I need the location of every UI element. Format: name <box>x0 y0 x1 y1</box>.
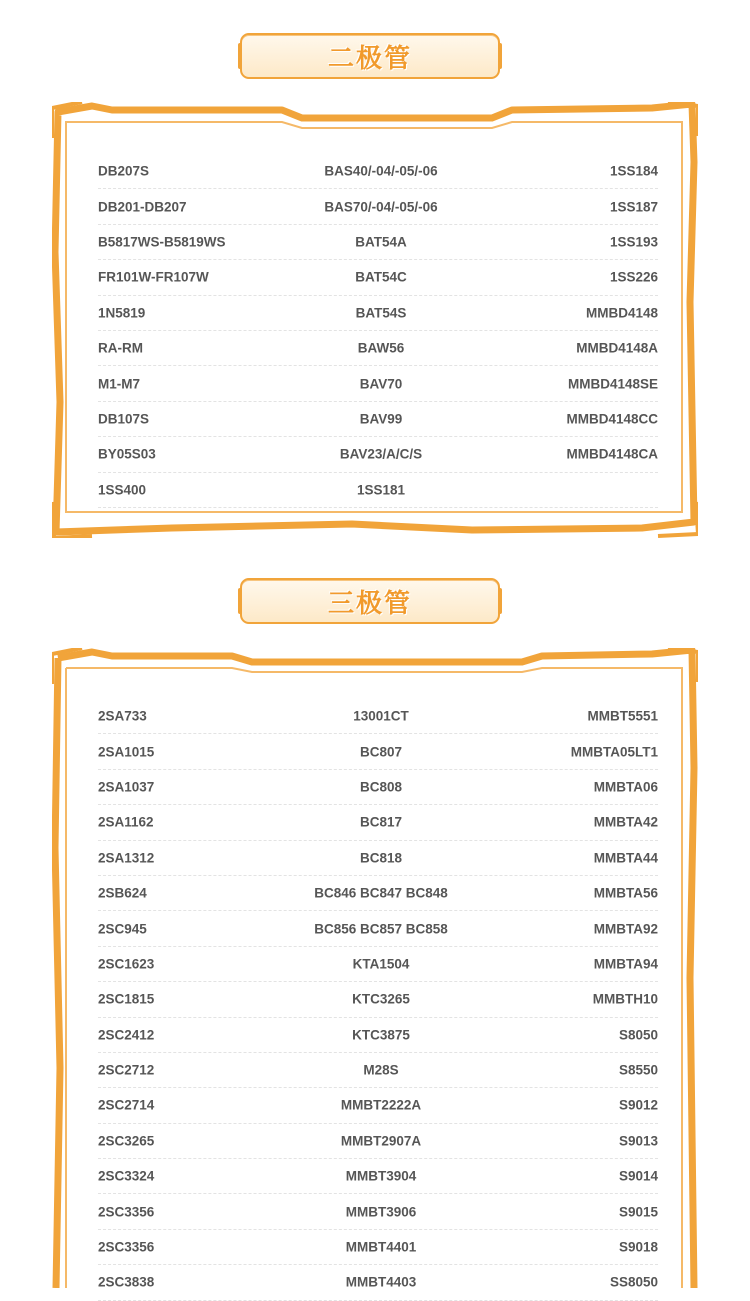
table-row <box>98 770 658 805</box>
transistor-panel <box>52 648 698 1288</box>
table-row <box>98 1088 658 1123</box>
table-row <box>98 260 658 295</box>
part-number-cell: 2SC2712 <box>98 1062 155 1078</box>
part-number-cell: KTC3875 <box>352 1027 410 1043</box>
part-number-cell: 2SC3838 <box>98 1274 155 1290</box>
part-number-cell: MMBT2907A <box>340 1133 422 1149</box>
table-row <box>98 1018 658 1053</box>
part-number-cell: 2SB624 <box>98 885 147 901</box>
part-number-cell: S9015 <box>618 1204 658 1220</box>
part-number-cell: 2SC3324 <box>98 1168 155 1184</box>
part-number-cell: 2SC945 <box>98 921 147 937</box>
part-number-cell: MMBD4148CA <box>566 446 658 462</box>
table-row <box>98 366 658 401</box>
part-number-cell: MMBTH10 <box>592 991 658 1007</box>
part-number-cell: M28S <box>363 1062 399 1078</box>
part-number-cell: MMBT5551 <box>587 708 658 724</box>
part-number-cell: 2SA1162 <box>98 814 154 830</box>
part-number-cell: MMBD4148A <box>576 340 658 356</box>
part-number-cell: BC846 BC847 BC848 <box>314 885 448 901</box>
section-title-badge-diodes <box>240 33 500 79</box>
table-row <box>98 1124 658 1159</box>
part-number-cell: BC808 <box>359 779 403 795</box>
part-number-cell: MMBTA42 <box>593 814 658 830</box>
part-number-cell: MMBT2222A <box>340 1097 422 1113</box>
part-number-cell: BAT54S <box>355 305 407 321</box>
part-number-cell: S9014 <box>618 1168 658 1184</box>
part-number-cell: 2SA733 <box>98 708 147 724</box>
part-number-cell: S9012 <box>618 1097 658 1113</box>
part-number-cell: MMBTA92 <box>593 921 658 937</box>
part-number-cell: 2SA1015 <box>98 744 155 760</box>
part-number-cell: 1SS193 <box>609 234 658 250</box>
transistor-list <box>98 699 658 1301</box>
part-number-cell: 2SC1815 <box>98 991 155 1007</box>
table-row <box>98 1230 658 1265</box>
part-number-cell: MMBT4403 <box>345 1274 417 1290</box>
part-number-cell: MMBT4401 <box>345 1239 417 1255</box>
table-row <box>98 189 658 224</box>
part-number-cell: S9018 <box>618 1239 658 1255</box>
part-number-cell: BAV99 <box>359 411 403 427</box>
part-number-cell: MMBTA05LT1 <box>570 744 658 760</box>
part-number-cell: MMBT3906 <box>345 1204 417 1220</box>
part-number-cell: RA-RM <box>98 340 143 356</box>
part-number-cell: BC817 <box>359 814 403 830</box>
part-number-cell: SS8050 <box>609 1274 658 1290</box>
table-row <box>98 331 658 366</box>
part-number-cell: MMBD4148CC <box>566 411 658 427</box>
part-number-cell: DB201-DB207 <box>98 199 187 215</box>
diode-list <box>98 154 658 508</box>
part-number-cell: 1SS181 <box>356 482 406 498</box>
section-title-badge-transistors <box>240 578 500 624</box>
part-number-cell: BAV23/A/C/S <box>339 446 423 462</box>
part-number-cell: 2SC3356 <box>98 1239 155 1255</box>
table-row <box>98 1053 658 1088</box>
table-row <box>98 225 658 260</box>
part-number-cell: S8050 <box>618 1027 658 1043</box>
part-number-cell: 1SS226 <box>609 269 658 285</box>
table-row <box>98 296 658 331</box>
section-title-transistors: 三极管 <box>327 588 412 619</box>
section-title-diodes: 二极管 <box>327 43 412 74</box>
part-number-cell: BC856 BC857 BC858 <box>314 921 448 937</box>
part-number-cell: 1N5819 <box>98 305 146 321</box>
part-number-cell: MMBTA94 <box>593 956 658 972</box>
part-number-cell: BY05S03 <box>98 446 156 462</box>
part-number-cell: KTC3265 <box>352 991 410 1007</box>
part-number-cell: M1-M7 <box>98 376 141 392</box>
part-number-cell: 13001CT <box>353 708 409 724</box>
table-row <box>98 947 658 982</box>
part-number-cell: BAT54A <box>355 234 407 250</box>
table-row <box>98 437 658 472</box>
part-number-cell: MMBTA06 <box>593 779 658 795</box>
part-number-cell: S9013 <box>618 1133 658 1149</box>
part-number-cell: 2SA1037 <box>98 779 155 795</box>
part-number-cell: 1SS400 <box>98 482 147 498</box>
part-number-cell: 2SC2412 <box>98 1027 155 1043</box>
part-number-cell: MMBD4148SE <box>567 376 658 392</box>
part-number-cell: BAT54C <box>355 269 407 285</box>
part-number-cell: MMBTA44 <box>593 850 658 866</box>
part-number-cell: FR101W-FR107W <box>98 269 209 285</box>
table-row <box>98 841 658 876</box>
table-row <box>98 1159 658 1194</box>
part-number-cell: 1SS184 <box>609 163 658 179</box>
part-number-cell: MMBT3904 <box>345 1168 417 1184</box>
table-row <box>98 982 658 1017</box>
part-number-cell: MMBTA56 <box>593 885 658 901</box>
table-row <box>98 876 658 911</box>
table-row <box>98 805 658 840</box>
part-number-cell: BAS40/-04/-05/-06 <box>324 163 438 179</box>
part-number-cell: BAW56 <box>357 340 405 356</box>
table-row <box>98 154 658 189</box>
part-number-cell: BC807 <box>359 744 403 760</box>
diode-panel <box>52 102 698 538</box>
part-number-cell: BC818 <box>359 850 403 866</box>
part-number-cell: 2SC3356 <box>98 1204 155 1220</box>
part-number-cell: 2SC2714 <box>98 1097 155 1113</box>
part-number-cell: DB207S <box>98 163 150 179</box>
table-row <box>98 473 658 508</box>
table-row <box>98 734 658 769</box>
part-number-cell: 2SA1312 <box>98 850 155 866</box>
part-number-cell: 2SC1623 <box>98 956 155 972</box>
part-number-cell: DB107S <box>98 411 150 427</box>
table-row <box>98 699 658 734</box>
part-number-cell: MMBD4148 <box>585 305 658 321</box>
part-number-cell: KTA1504 <box>352 956 410 972</box>
table-row <box>98 1265 658 1300</box>
part-number-cell: 1SS187 <box>609 199 658 215</box>
part-number-cell: B5817WS-B5819WS <box>98 234 226 250</box>
part-number-cell: BAV70 <box>359 376 403 392</box>
part-number-cell: 2SC3265 <box>98 1133 155 1149</box>
table-row <box>98 402 658 437</box>
table-row <box>98 1194 658 1229</box>
table-row <box>98 911 658 946</box>
part-number-cell: BAS70/-04/-05/-06 <box>324 199 438 215</box>
part-number-cell: S8550 <box>618 1062 658 1078</box>
